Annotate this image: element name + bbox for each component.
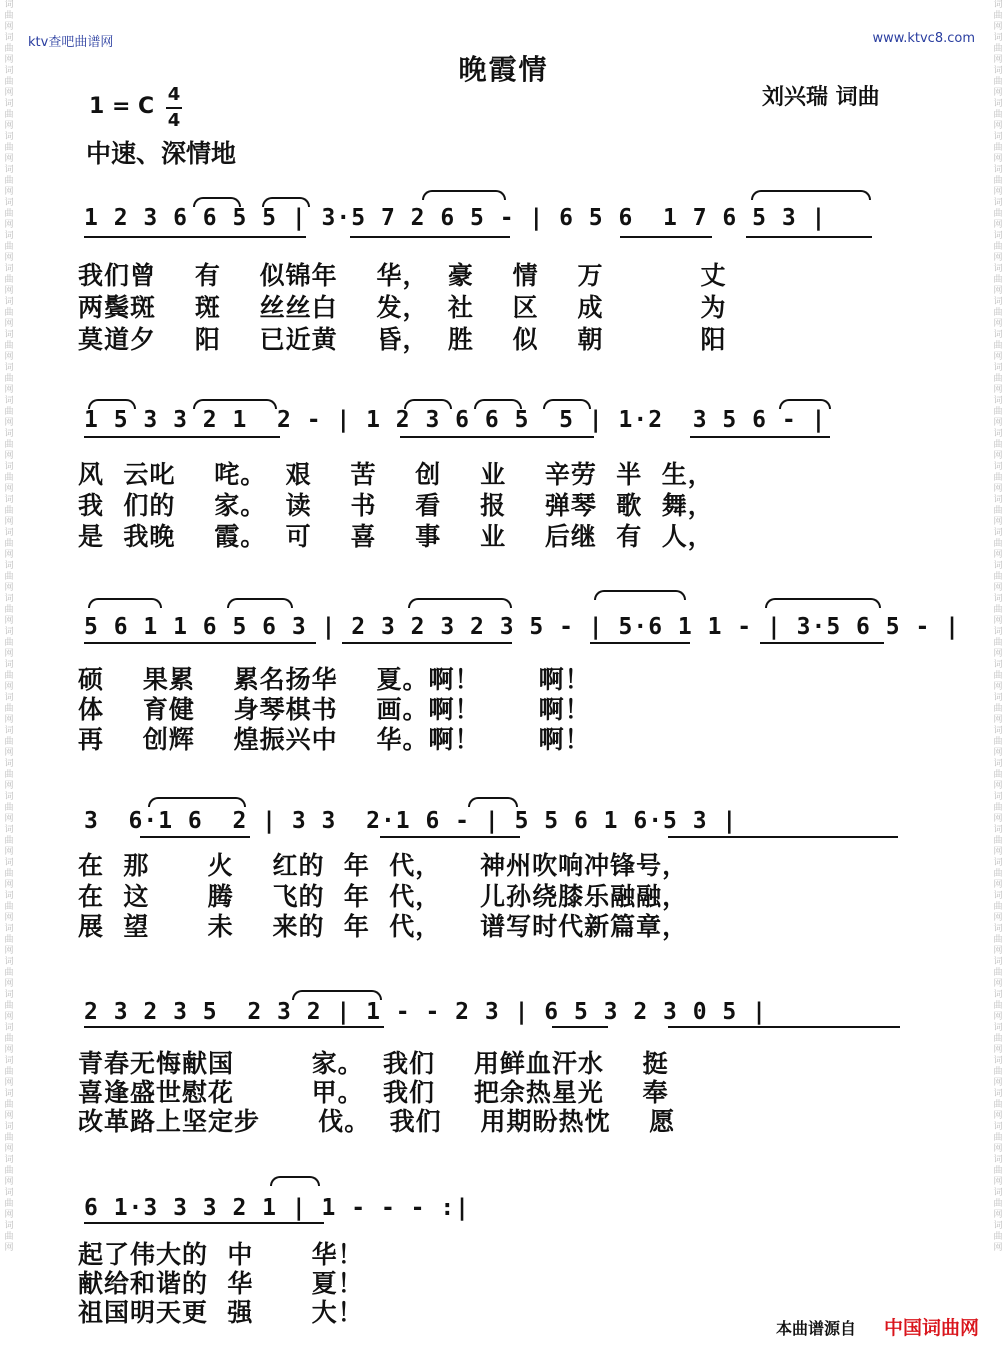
beam-underline [84, 236, 306, 238]
lyric-line-2-1: 风 云叱 咤。 艰 苦 创 业 辛劳 半 生， [78, 460, 714, 489]
watermark-right: 词曲网词曲网词曲网词曲网词曲网词曲网词曲网词曲网词曲网词曲网词曲网词曲网词曲网词曲网词曲网词曲网词曲网词曲网词曲网词曲网词曲网词曲网词曲网词曲网词曲网词曲网词曲网词曲网词曲网词曲网词曲网词曲网词曲网词曲网词曲网词曲网词曲网词曲网 [993, 0, 1003, 1253]
slur [148, 797, 246, 807]
beam-underline [84, 436, 280, 438]
lyric-line-5-2: 喜逢盛世慰花 甲。 我们 把余热星光 奉 [78, 1078, 669, 1107]
lyric-line-4-2: 在 这 腾 飞的 年 代， 儿孙绕膝乐融融， [78, 882, 689, 911]
lyric-line-6-2: 献给和谐的 华 夏！ [78, 1269, 364, 1298]
slur [779, 399, 831, 409]
lyric-line-1-3: 莫道夕 阳 已近黄 昏， 胜 似 朝 阳 [78, 325, 727, 354]
slur [193, 197, 241, 207]
lyric-line-4-1: 在 那 火 红的 年 代， 神州吹响冲锋号， [78, 851, 689, 880]
melody-line-4: 3 6·1 6 2 | 3 3 2·1 6 - | 5 5 6 1 6·5 3 | [84, 808, 738, 834]
beam-underline [590, 642, 690, 644]
slur [227, 598, 293, 608]
slur [543, 399, 591, 409]
beam-underline [84, 642, 316, 644]
beam-underline [668, 836, 898, 838]
author-credit: 刘兴瑞 词曲 [762, 85, 880, 110]
slur [422, 190, 506, 200]
beam-underline [760, 642, 884, 644]
melody-line-5: 2 3 2 3 5 2 3 2 | 1 - - 2 3 | 6 5 3 2 3 0 5 | [84, 999, 767, 1025]
beam-underline [350, 236, 510, 238]
beam-underline [380, 836, 520, 838]
site-url-header[interactable]: www.ktvc8.com [872, 31, 975, 46]
beam-underline [690, 436, 830, 438]
beam-underline [342, 642, 512, 644]
slur [751, 190, 871, 200]
slur [408, 598, 512, 608]
beam-underline [620, 236, 712, 238]
melody-line-2: 1 5 3 3 2 1 2 - | 1 2 3 6 6 5 5 | 1·2 3 5 6 - | [84, 407, 827, 433]
site-name-header[interactable]: ktv查吧曲谱网 [28, 35, 114, 50]
beam-underline [84, 1222, 324, 1224]
slur [404, 399, 452, 409]
tempo-marking: 中速、深情地 [86, 139, 237, 168]
beam-underline [400, 436, 594, 438]
lyric-line-4-3: 展 望 未 来的 年 代， 谱写时代新篇章， [78, 912, 689, 941]
lyric-line-3-2: 体 育健 身琴棋书 画。啊！ 啊！ [78, 695, 591, 724]
melody-line-3: 5 6 1 1 6 5 6 3 | 2 3 2 3 2 3 5 - | 5·6 1 1 - | 3·5 6 5 - | [84, 614, 960, 640]
beam-underline [140, 836, 250, 838]
lyric-line-3-1: 硕 果累 累名扬华 夏。啊！ 啊！ [78, 665, 591, 694]
lyric-line-3-3: 再 创辉 煌振兴中 华。啊！ 啊！ [78, 725, 591, 754]
lyric-line-6-3: 祖国明天更 强 大！ [78, 1298, 364, 1327]
slur [262, 197, 310, 207]
lyric-line-2-3: 是 我晚 霞。 可 喜 事 业 后继 有 人， [78, 522, 714, 551]
slur [468, 797, 518, 807]
lyric-line-6-1: 起了伟大的 中 华！ [78, 1240, 364, 1269]
lyric-line-5-3: 改革路上坚定步 伐。 我们 用期盼热忱 愿 [78, 1107, 676, 1136]
lyric-line-1-1: 我们曾 有 似锦年 华， 豪 情 万 丈 [78, 261, 727, 290]
slur [594, 590, 686, 600]
lyric-line-2-2: 我 们的 家。 读 书 看 报 弹琴 歌 舞， [78, 491, 714, 520]
key-signature: 1 = C [89, 94, 155, 119]
slur [765, 598, 881, 608]
beam-underline [746, 236, 872, 238]
slur [270, 1176, 320, 1186]
slur [88, 399, 136, 409]
source-site-link[interactable]: 中国词曲网 [884, 1317, 980, 1339]
lyric-line-5-1: 青春无悔献国 家。 我们 用鲜血汗水 挺 [78, 1049, 669, 1078]
watermark-left: 词曲网词曲网词曲网词曲网词曲网词曲网词曲网词曲网词曲网词曲网词曲网词曲网词曲网词曲网词曲网词曲网词曲网词曲网词曲网词曲网词曲网词曲网词曲网词曲网词曲网词曲网词曲网词曲网词曲网词曲网词曲网词曲网词曲网词曲网词曲网词曲网词曲网词曲网 [4, 0, 14, 1253]
song-title: 晚霞情 [458, 53, 549, 86]
slur [88, 598, 162, 608]
slur [292, 990, 382, 1000]
time-signature-bottom: 4 [167, 110, 181, 131]
slur [474, 399, 522, 409]
source-label: 本曲谱源自 [776, 1319, 857, 1338]
beam-underline [552, 1026, 608, 1028]
beam-underline [668, 1026, 900, 1028]
melody-line-1: 1 2 3 6 6 5 5 | 3·5 7 2 6 5 - | 6 5 6 1 7 6 5 3 | [84, 205, 827, 231]
time-signature-top: 4 [167, 84, 181, 105]
melody-line-6: 6 1·3 3 3 2 1 | 1 - - - :| [84, 1195, 471, 1221]
slur [193, 399, 277, 409]
beam-underline [84, 1026, 384, 1028]
lyric-line-1-2: 两鬓斑 斑 丝丝白 发， 社 区 成 为 [78, 293, 727, 322]
